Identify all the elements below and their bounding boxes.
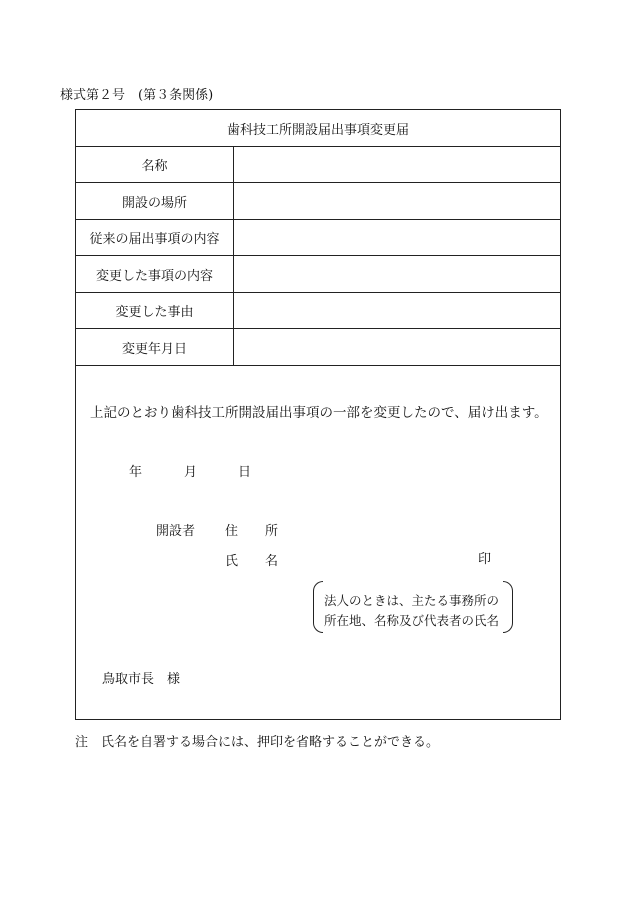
date-year-label: 年 xyxy=(129,465,143,480)
field-label: 変更年月日 xyxy=(76,329,234,365)
field-row-name xyxy=(76,147,560,183)
applicant-label: 開設者 xyxy=(156,524,196,539)
corporate-note-line: 法人のときは、主たる事務所の xyxy=(324,593,500,608)
field-label: 変更した事由 xyxy=(76,293,234,328)
field-value-change-date[interactable] xyxy=(234,329,560,365)
date-day-label: 日 xyxy=(238,465,252,480)
corporate-note-line: 所在地、名称及び代表者の氏名 xyxy=(324,613,500,628)
seal-mark: 印 xyxy=(478,552,492,567)
field-row-change-date xyxy=(76,329,560,366)
declaration-statement: 上記のとおり歯科技工所開設届出事項の一部を変更したので、届け出ます。 xyxy=(90,405,548,421)
field-label: 変更した事項の内容 xyxy=(76,256,234,292)
field-value-reason[interactable] xyxy=(234,293,560,328)
corporate-note xyxy=(313,581,513,633)
field-label: 開設の場所 xyxy=(76,183,234,219)
name-label: 名 xyxy=(265,554,279,569)
field-row-changed-content xyxy=(76,256,560,293)
bracket-right xyxy=(503,581,513,633)
addressee: 鳥取市長 様 xyxy=(102,672,181,687)
field-label: 名称 xyxy=(76,147,234,182)
address-label: 所 xyxy=(265,524,279,539)
field-row-reason xyxy=(76,293,560,329)
bracket-left xyxy=(313,581,323,633)
footnote: 注 氏名を自署する場合には、押印を省略することができる。 xyxy=(75,735,440,750)
field-row-location xyxy=(76,183,560,220)
field-value-changed-content[interactable] xyxy=(234,256,560,292)
field-value-location[interactable] xyxy=(234,183,560,219)
date-month-label: 月 xyxy=(184,465,198,480)
name-label: 氏 xyxy=(225,554,239,569)
address-label: 住 xyxy=(225,524,239,539)
field-value-previous-content[interactable] xyxy=(234,220,560,255)
form-title: 歯科技工所開設届出事項変更届 xyxy=(76,110,560,147)
field-label: 従来の届出事項の内容 xyxy=(76,220,234,255)
field-value-name[interactable] xyxy=(234,147,560,182)
field-row-previous-content xyxy=(76,220,560,256)
form-number-label: 様式第２号 (第３条関係) xyxy=(60,88,214,103)
